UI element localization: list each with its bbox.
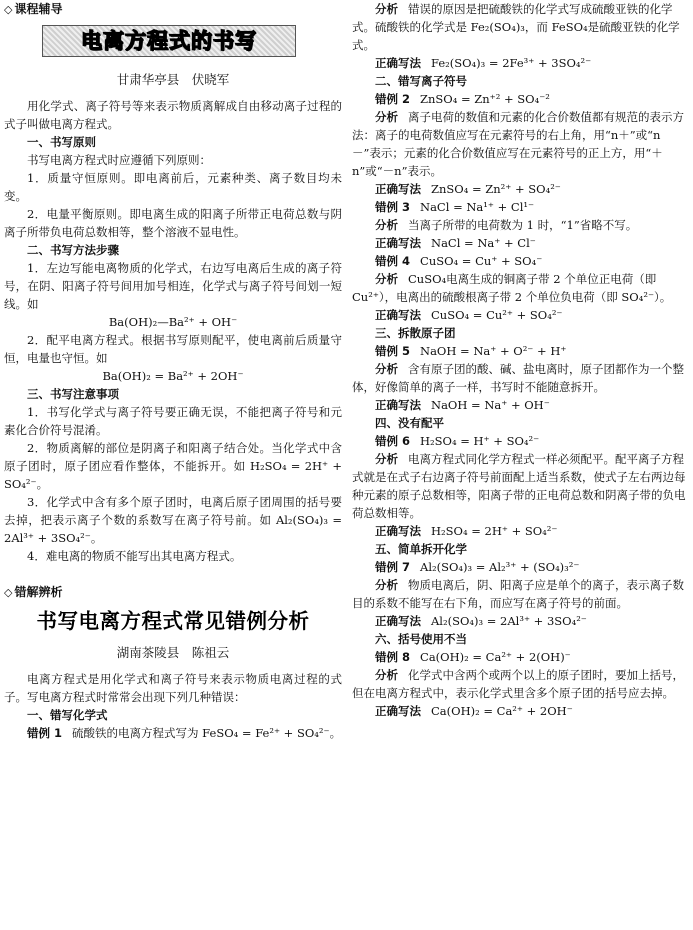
article1-title: 电离方程式的书写 <box>81 29 257 53</box>
article1-paragraph: 4．难电离的物质不能写出其电离方程式。 <box>27 549 242 563</box>
analysis-4: 分析 CuSO₄电离生成的铜离子带 2 个单位正电荷（即 Cu²⁺），电离出的硫酸根离子带 2 个单位负电荷（即 SO₄²⁻）。 <box>352 272 672 304</box>
article1-paragraph: 2．物质离解的部位是阴离子和阳离子结合处。当化学式中含原子团时，原子团应看作整体，不能拆开。如 H₂SO₄ = 2H⁺ + SO₄²⁻。 <box>4 441 342 491</box>
section-header-tutoring: ◇ 课程辅导 <box>4 2 63 16</box>
correct-form-2: 正确写法 ZnSO₄ = Zn²⁺ + SO₄²⁻ <box>375 182 561 196</box>
error-example-6: 错例 6 H₂SO₄ = H⁺ + SO₄²⁻ <box>375 434 540 448</box>
article1-paragraph: 书写电离方程式时应遵循下列原则： <box>27 153 211 167</box>
correct-form-5: 正确写法 NaOH = Na⁺ + OH⁻ <box>375 398 550 412</box>
article1-heading-2: 二、书写方法步骤 <box>27 243 119 257</box>
error-example-3: 错例 3 NaCl = Na¹⁺ + Cl¹⁻ <box>375 200 535 214</box>
analysis-6: 分析 电离方程式同化学方程式一样必须配平。配平离子方程式就是在式子右边离子符号前面配上适当系数，使式子左右两边每种元素的原子总数相等，阳离子带的正电荷总数和阴离子带的负电荷总数相等。 <box>352 452 686 520</box>
error-example-1: 错例 1 硫酸铁的电离方程式写为 FeSO₄ = Fe²⁺ + SO₄²⁻。 <box>27 726 342 740</box>
article2-heading-1: 一、错写化学式 <box>27 708 108 722</box>
right-column <box>352 0 689 720</box>
analysis-5: 分析 含有原子团的酸、碱、盐电离时，原子团都作为一个整体，好像简单的离子一样，书写时不能随意拆开。 <box>352 362 684 394</box>
article1-paragraph: 3．化学式中含有多个原子团时，电离后原子团周围的括号要去掉，把表示离子个数的系数写在离子符号前。如 Al₂(SO₄)₃ = 2Al³⁺ + 3SO₄²⁻。 <box>4 495 342 545</box>
correct-form-3: 正确写法 NaCl = Na⁺ + Cl⁻ <box>375 236 536 250</box>
correct-form-1: 正确写法 Fe₂(SO₄)₃ = 2Fe³⁺ + 3SO₄²⁻ <box>375 56 592 70</box>
article2-title-banner <box>6 606 340 636</box>
analysis-7: 分析 物质电离后，阴、阳离子应是单个的离子，表示离子数目的系数不能写在右下角，而应写在离子符号的前面。 <box>352 578 684 610</box>
article2-heading-3: 三、拆散原子团 <box>375 326 456 340</box>
error-example-7: 错例 7 Al₂(SO₄)₃ = Al₂³⁺ + (SO₄)₃²⁻ <box>375 560 580 574</box>
correct-form-4: 正确写法 CuSO₄ = Cu²⁺ + SO₄²⁻ <box>375 308 563 322</box>
article2-heading-2: 二、错写离子符号 <box>375 74 467 88</box>
analysis-2: 分析 离子电荷的数值和元素的化合价数值都有规范的表示方法：离子的电荷数值应写在元素符号的右上角，用“n＋”或“n－”表示；元素的化合价数值应写在元素符号的正上方，用“＋n”或“－n”表示。 <box>352 110 684 178</box>
article1-paragraph: 1．质量守恒原则。即电离前后，元素种类、离子数目均未变。 <box>4 171 342 203</box>
correct-form-6: 正确写法 H₂SO₄ = 2H⁺ + SO₄²⁻ <box>375 524 558 538</box>
error-example-2: 错例 2 ZnSO₄ = Zn⁺² + SO₄⁻² <box>375 92 550 106</box>
article1-heading-1: 一、书写原则 <box>27 135 96 149</box>
correct-form-7: 正确写法 Al₂(SO₄)₃ = 2Al³⁺ + 3SO₄²⁻ <box>375 614 587 628</box>
article2-title: 书写电离方程式常见错例分析 <box>36 609 310 633</box>
article2-heading-4: 四、没有配平 <box>375 416 444 430</box>
error-example-5: 错例 5 NaOH = Na⁺ + O²⁻ + H⁺ <box>375 344 567 358</box>
error-example-4: 错例 4 CuSO₄ = Cu⁺ + SO₄⁻ <box>375 254 543 268</box>
analysis-8: 分析 化学式中含两个或两个以上的原子团时，要加上括号，但在电离方程式中，表示化学式里含多个原子团的括号应去掉。 <box>352 668 684 700</box>
analysis-3: 分析 当离子所带的电荷数为 1 时，“1”省略不写。 <box>375 218 638 232</box>
article1-heading-3: 三、书写注意事项 <box>27 387 119 401</box>
article1-title-banner <box>42 25 296 57</box>
article1-paragraph: 1．左边写能电离物质的化学式，右边写电离后生成的离子符号，在阴、阳离子符号间用加号相连，化学式与离子符号间划一短线。如 <box>4 261 342 311</box>
article1-equation: Ba(OH)₂—Ba²⁺ + OH⁻ <box>108 315 238 329</box>
article2-heading-6: 六、括号使用不当 <box>375 632 467 646</box>
diamond-bullet-icon: ◇ <box>4 3 13 16</box>
analysis-1: 分析 错误的原因是把硫酸铁的化学式写成硫酸亚铁的化学式。硫酸铁的化学式是 Fe₂(SO₄)₃，而 FeSO₄是硫酸亚铁的化学式。 <box>352 2 680 52</box>
article2-heading-5: 五、简单拆开化学 <box>375 542 467 556</box>
diamond-bullet-icon: ◇ <box>4 586 13 599</box>
article1-paragraph: 2．配平电离方程式。根据书写原则配平，使电离前后质量守恒，电量也守恒。如 <box>4 333 342 365</box>
article2-author: 湖南茶陵县 陈祖云 <box>116 645 230 660</box>
article1-equation: Ba(OH)₂ = Ba²⁺ + 2OH⁻ <box>102 369 244 383</box>
error-example-8: 错例 8 Ca(OH)₂ = Ca²⁺ + 2(OH)⁻ <box>375 650 571 664</box>
article1-intro: 用化学式、离子符号等来表示物质离解成自由移动离子过程的式子叫做电离方程式。 <box>4 99 342 131</box>
correct-form-8: 正确写法 Ca(OH)₂ = Ca²⁺ + 2OH⁻ <box>375 704 573 718</box>
article2-intro: 电离方程式是用化学式和离子符号来表示物质电离过程的式子。写电离方程式时常常会出现下列几种错误： <box>4 672 342 704</box>
article1-paragraph: 1．书写化学式与离子符号要正确无误，不能把离子符号和元素化合价符号混淆。 <box>4 405 342 437</box>
article1-author: 甘肃华亭县 伏晓军 <box>116 72 230 87</box>
article1-paragraph: 2．电量平衡原则。即电离生成的阳离子所带正电荷总数与阴离子所带负电荷总数相等，整个溶液不显电性。 <box>4 207 342 239</box>
section-header-error-analysis: ◇ 错解辨析 <box>4 585 63 599</box>
left-column <box>4 0 342 742</box>
